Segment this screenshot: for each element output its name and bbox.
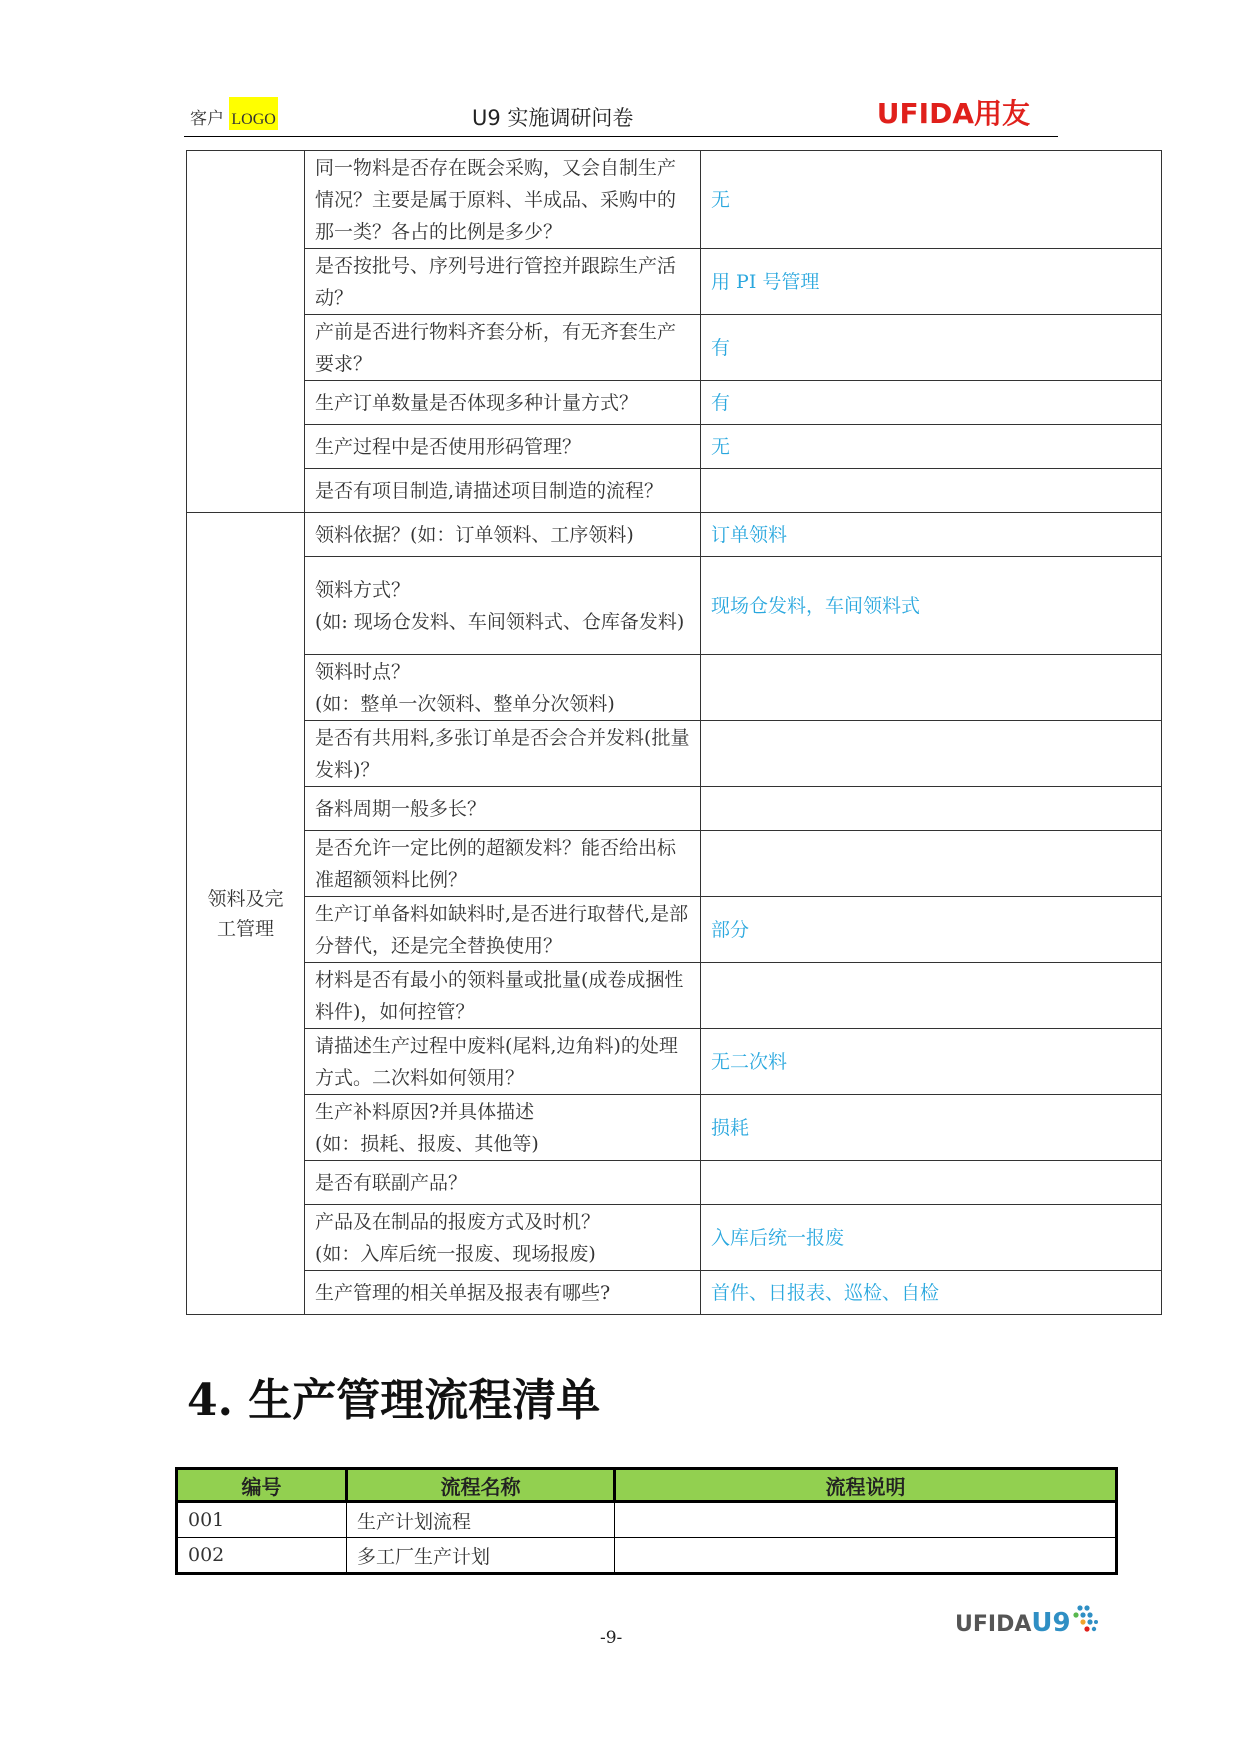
process-id: 002 — [177, 1538, 347, 1574]
process-table-header — [177, 1469, 1117, 1502]
document-title: U9 实施调研问卷 — [472, 106, 634, 130]
table-row — [177, 1502, 1117, 1538]
question-cell: 领料方式？ (如: 现场仓发料、车间领料式、仓库备发料) — [305, 557, 701, 655]
section-label: 领料及完工管理 — [187, 513, 305, 1315]
customer-logo-area — [190, 104, 278, 129]
question-cell: 同一物料是否存在既会采购，又会自制生产情况？主要是属于原料、半成品、采购中的那一类？各占的比例是多少？ — [305, 151, 701, 249]
u9-dots-icon — [1072, 1604, 1098, 1638]
table-row — [187, 787, 1162, 831]
question-cell: 生产订单数量是否体现多种计量方式？ — [305, 381, 701, 425]
answer-cell: 有 — [701, 381, 1162, 425]
answer-cell — [701, 469, 1162, 513]
answer-cell — [701, 655, 1162, 721]
questionnaire-body — [187, 151, 1162, 1315]
answer-cell: 订单领料 — [701, 513, 1162, 557]
answer-cell: 部分 — [701, 897, 1162, 963]
section-label — [187, 151, 305, 513]
answer-cell: 无 — [701, 151, 1162, 249]
answer-cell — [701, 721, 1162, 787]
question-cell: 产前是否进行物料齐套分析，有无齐套生产要求？ — [305, 315, 701, 381]
table-row — [187, 897, 1162, 963]
footer-logo — [955, 1608, 1071, 1638]
table-row — [187, 249, 1162, 315]
answer-cell: 损耗 — [701, 1095, 1162, 1161]
table-row — [187, 1161, 1162, 1205]
ufida-brand-logo: UFIDA用友 — [876, 97, 1030, 130]
table-row — [177, 1538, 1117, 1574]
question-cell: 请描述生产过程中废料(尾料,边角料)的处理方式。二次料如何领用？ — [305, 1029, 701, 1095]
question-cell: 生产过程中是否使用形码管理？ — [305, 425, 701, 469]
answer-cell: 现场仓发料，车间领料式 — [701, 557, 1162, 655]
question-cell: 生产管理的相关单据及报表有哪些? — [305, 1271, 701, 1315]
footer-logo-text: UFIDA — [955, 1612, 1032, 1637]
page-number: -9- — [600, 1628, 623, 1648]
question-cell: 材料是否有最小的领料量或批量(成卷成捆性料件)，如何控管？ — [305, 963, 701, 1029]
customer-label: 客户 — [190, 109, 224, 129]
table-row — [187, 1029, 1162, 1095]
process-name: 多工厂生产计划 — [347, 1538, 615, 1574]
page-header — [184, 82, 1058, 137]
process-id: 001 — [177, 1502, 347, 1538]
table-row — [187, 721, 1162, 787]
process-desc — [615, 1502, 1117, 1538]
answer-cell: 无二次料 — [701, 1029, 1162, 1095]
question-cell: 生产补料原因?并具体描述 (如：损耗、报废、其他等) — [305, 1095, 701, 1161]
table-row — [187, 557, 1162, 655]
header-desc: 流程说明 — [615, 1469, 1117, 1502]
table-row — [187, 151, 1162, 249]
section-heading: 4. 生产管理流程清单 — [187, 1375, 601, 1426]
process-list-table — [175, 1467, 1118, 1575]
question-cell: 领料时点？ (如：整单一次领料、整单分次领料) — [305, 655, 701, 721]
question-cell: 是否按批号、序列号进行管控并跟踪生产活动？ — [305, 249, 701, 315]
answer-cell — [701, 963, 1162, 1029]
table-row — [187, 1205, 1162, 1271]
table-row — [187, 1271, 1162, 1315]
table-row — [187, 513, 1162, 557]
process-name: 生产计划流程 — [347, 1502, 615, 1538]
table-row — [187, 831, 1162, 897]
question-cell: 领料依据？(如：订单领料、工序领料) — [305, 513, 701, 557]
table-row — [187, 469, 1162, 513]
question-cell: 是否有项目制造,请描述项目制造的流程？ — [305, 469, 701, 513]
answer-cell — [701, 1161, 1162, 1205]
question-cell: 产品及在制品的报废方式及时机？ (如：入库后统一报废、现场报废) — [305, 1205, 701, 1271]
table-row — [187, 963, 1162, 1029]
header-id: 编号 — [177, 1469, 347, 1502]
answer-cell: 用 PI 号管理 — [701, 249, 1162, 315]
table-row — [187, 1095, 1162, 1161]
question-cell: 备料周期一般多长？ — [305, 787, 701, 831]
question-cell: 是否有联副产品？ — [305, 1161, 701, 1205]
question-cell: 生产订单备料如缺料时,是否进行取替代,是部分替代，还是完全替换使用？ — [305, 897, 701, 963]
answer-cell: 有 — [701, 315, 1162, 381]
footer-logo-suffix: U9 — [1031, 1608, 1071, 1638]
logo-placeholder: LOGO — [229, 97, 277, 130]
questionnaire-table — [186, 150, 1162, 1315]
answer-cell — [701, 787, 1162, 831]
question-cell: 是否有共用料,多张订单是否会合并发料(批量发料)？ — [305, 721, 701, 787]
answer-cell: 入库后统一报废 — [701, 1205, 1162, 1271]
answer-cell: 无 — [701, 425, 1162, 469]
table-row — [187, 425, 1162, 469]
question-cell: 是否允许一定比例的超额发料？能否给出标准超额领料比例？ — [305, 831, 701, 897]
header-name: 流程名称 — [347, 1469, 615, 1502]
process-desc — [615, 1538, 1117, 1574]
answer-cell: 首件、日报表、巡检、自检 — [701, 1271, 1162, 1315]
table-row — [187, 315, 1162, 381]
table-row — [187, 381, 1162, 425]
answer-cell — [701, 831, 1162, 897]
table-row — [187, 655, 1162, 721]
